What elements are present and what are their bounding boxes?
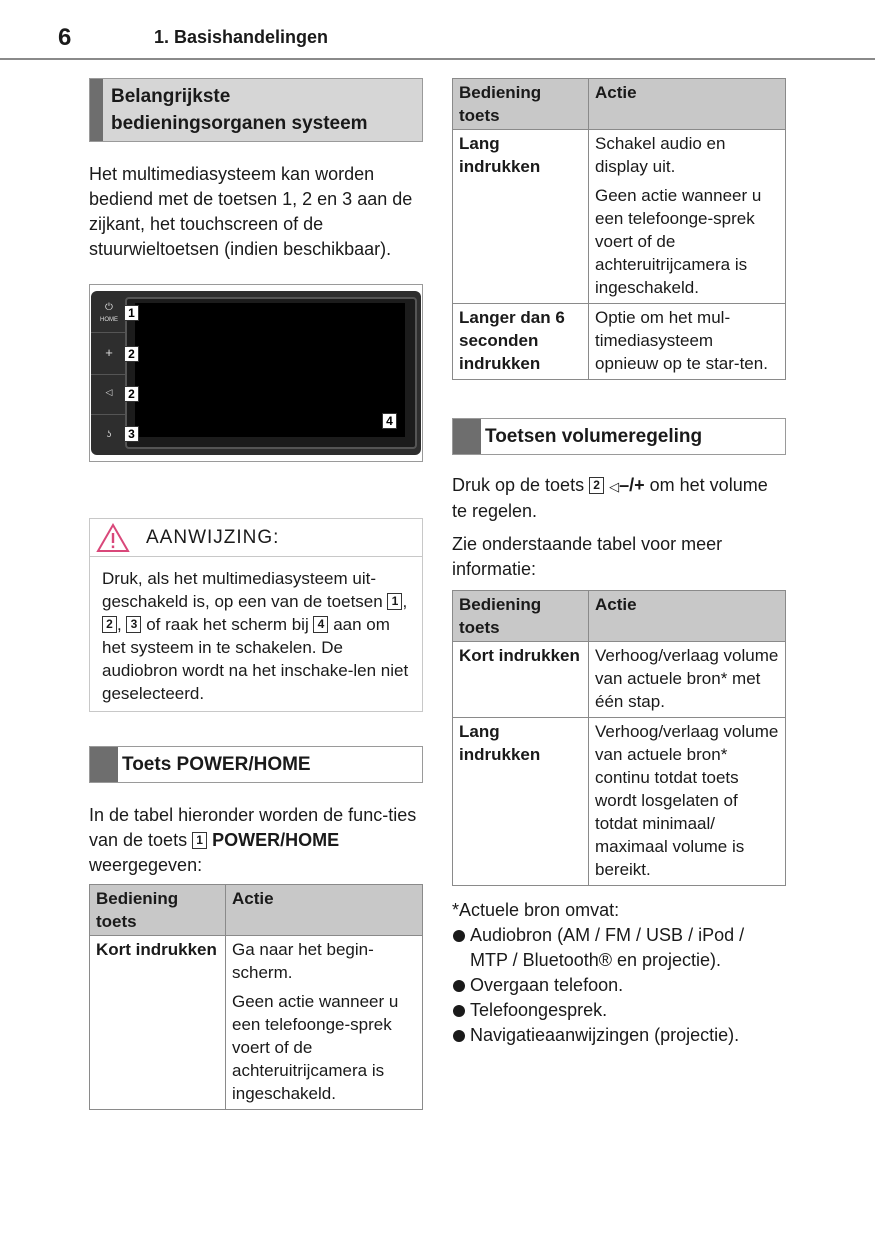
- volume-intro-2: Zie onderstaande tabel voor meer informatie:: [452, 534, 723, 579]
- voice-button-zone: [91, 415, 125, 455]
- list-item: Audiobron (AM / FM / USB / iPod / MTP / Bluetooth® en projectie).: [452, 923, 786, 973]
- voice-icon: ʖ: [106, 429, 112, 439]
- speaker-icon: ◁: [105, 387, 113, 397]
- table-cell-action: Ga naar het begin-scherm. Geen actie wanneer u een telefoonge-sprek voert of de achteruitrijcamera is ingeschakeld.: [226, 936, 423, 1110]
- table-cell-action: Verhoog/verlaag volume van actuele bron* met één stap.: [589, 642, 786, 718]
- table-cell-action: Schakel audio en display uit. Geen actie wanneer u een telefoonge-sprek voert of de achteruitrijcamera is ingeschakeld.: [589, 130, 786, 304]
- table-header-cell: Actie: [589, 591, 786, 642]
- list-item: Overgaan telefoon.: [452, 973, 786, 998]
- power-table-continued: [452, 78, 786, 380]
- right-column: [452, 78, 786, 1048]
- table-cell-action: Optie om het mul-timediasysteem opnieuw op te star-ten.: [589, 304, 786, 380]
- table-row: [453, 718, 786, 886]
- table-header-row: [453, 591, 786, 642]
- table-header-cell: Actie: [226, 885, 423, 936]
- device-figure: [89, 284, 423, 462]
- heading-text: Toets POWER/HOME: [122, 754, 311, 775]
- sources-list: [452, 923, 786, 1048]
- power-home-button-zone: [91, 291, 125, 333]
- sources-intro: *Actuele bron omvat:: [452, 900, 620, 920]
- touchscreen: [135, 303, 405, 437]
- speaker-icon: ◁: [609, 479, 620, 494]
- heading-line-2: bedieningsorganen systeem: [111, 113, 368, 134]
- multimedia-unit: [91, 291, 421, 455]
- volume-up-button-zone: [91, 333, 125, 375]
- table-row: [453, 304, 786, 380]
- power-intro: In de tabel hieronder worden de func-ties van de toets 1 POWER/HOME weergegeven:: [89, 805, 417, 875]
- list-item: Telefoongesprek.: [452, 998, 786, 1023]
- note-box: [89, 518, 423, 712]
- table-cell-key: Kort indrukken: [453, 642, 589, 718]
- callout-2a: 2: [124, 346, 139, 362]
- warning-icon: [96, 523, 130, 553]
- chapter-title: 1. Basishandelingen: [154, 27, 329, 47]
- table-row: [453, 130, 786, 304]
- table-cell-key: Langer dan 6 seconden indrukken: [453, 304, 589, 380]
- note-label: AANWIJZING:: [146, 526, 280, 548]
- plus-icon: +: [105, 345, 113, 360]
- heading-bar: [90, 79, 103, 141]
- callout-3: 3: [124, 426, 139, 442]
- power-icon: ⏻: [105, 302, 113, 313]
- volume-symbol: –/+: [619, 475, 645, 495]
- page-number: 6: [58, 24, 72, 51]
- section-heading-power: [89, 746, 423, 783]
- table-cell-key: Lang indrukken: [453, 718, 589, 886]
- key-badge-1: 1: [387, 593, 402, 610]
- heading-text: Toetsen volumeregeling: [485, 426, 703, 447]
- table-header-row: [90, 885, 423, 936]
- table-header-row: [453, 79, 786, 130]
- left-column: [89, 78, 423, 1110]
- heading-bar: [90, 747, 118, 782]
- table-cell-key: Lang indrukken: [453, 130, 589, 304]
- callout-2b: 2: [124, 386, 139, 402]
- volume-intro: Druk op de toets 2 ◁–/+ om het volume te regelen.: [452, 475, 768, 521]
- key-badge-3: 3: [126, 616, 141, 633]
- table-header-cell: Actie: [589, 79, 786, 130]
- list-item: Navigatieaanwijzingen (projectie).: [452, 1023, 786, 1048]
- volume-table: [452, 590, 786, 886]
- section-heading-volume: [452, 418, 786, 455]
- table-cell-action: Verhoog/verlaag volume van actuele bron* continu totdat toets wordt losgelaten of totdat minimaal/ maximaal volume is bereikt.: [589, 718, 786, 886]
- key-badge-2: 2: [589, 477, 604, 494]
- note-text: Druk, als het multimediasysteem uit-geschakeld is, op een van de toetsen 1 , 2 , 3 of raak het scherm bij 4 aan om het systeem in te schakelen. De audiobron wordt na het inschake-len niet geselecteerd.: [102, 569, 409, 703]
- section-heading-main: [89, 78, 423, 142]
- volume-down-button-zone: [91, 375, 125, 415]
- key-badge-1: 1: [192, 832, 207, 849]
- table-row: [90, 936, 423, 1110]
- intro-paragraph: Het multimediasysteem kan worden bediend met de toetsen 1, 2 en 3 aan de zijkant, het touchscreen of de stuurwieltoetsen (indien beschikbaar).: [89, 164, 413, 259]
- callout-4: 4: [382, 413, 397, 429]
- table-header-cell: Bediening toets: [453, 591, 589, 642]
- table-header-cell: Bediening toets: [453, 79, 589, 130]
- heading-bar: [453, 419, 481, 454]
- table-row: [453, 642, 786, 718]
- note-header: [90, 519, 422, 557]
- page-header: [0, 0, 875, 60]
- key-badge-2: 2: [102, 616, 117, 633]
- home-label: HOME: [100, 317, 118, 323]
- key-badge-4: 4: [313, 616, 328, 633]
- heading-line-1: Belangrijkste: [111, 86, 231, 107]
- table-cell-key: Kort indrukken: [90, 936, 226, 1110]
- power-table: [89, 884, 423, 1110]
- table-header-cell: Bediening toets: [90, 885, 226, 936]
- callout-1: 1: [124, 305, 139, 321]
